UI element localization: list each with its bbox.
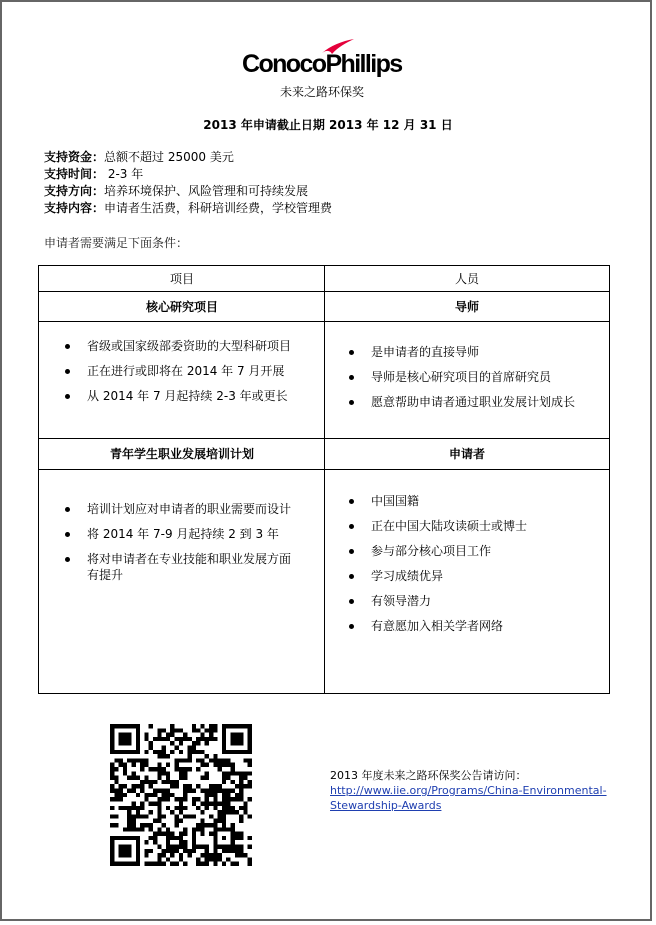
requirements-intro: 申请者需要满足下面条件： — [44, 236, 189, 250]
section-title-mentor: 导师 — [324, 291, 610, 322]
support-label: 支持时间： — [44, 167, 105, 181]
awards-link-line2: Stewardship-Awards — [330, 799, 442, 812]
list-item: 参与部分核心项目工作 — [347, 543, 609, 559]
support-label: 支持内容： — [44, 201, 105, 215]
list-item: 中国国籍 — [347, 493, 609, 509]
list-item: 培训计划应对申请者的职业需要而设计 — [63, 501, 293, 517]
support-funding — [44, 149, 332, 166]
list-item: 将 2014 年 7-9 月起持续 2 到 3 年 — [63, 526, 293, 542]
mentor-list — [347, 344, 609, 410]
table-header-project: 项目 — [38, 265, 325, 292]
support-label: 支持资金： — [44, 150, 105, 164]
support-label: 支持方向： — [44, 184, 105, 198]
support-direction — [44, 183, 332, 200]
support-value: 申请者生活费，科研培训经费，学校管理费 — [104, 201, 333, 215]
list-item: 学习成绩优异 — [347, 568, 609, 584]
list-item: 正在进行或即将在 2014 年 7 月开展 — [63, 363, 325, 379]
deadline-heading: 2013 年申请截止日期 2013 年 12 月 31 日 — [203, 118, 453, 132]
list-item: 愿意帮助申请者通过职业发展计划成长 — [347, 394, 609, 410]
list-item: 是申请者的直接导师 — [347, 344, 609, 360]
mentor-cell — [324, 321, 610, 439]
section-title-core-project: 核心研究项目 — [38, 291, 325, 322]
conocophillips-logo — [242, 38, 422, 98]
list-item: 省级或国家级部委资助的大型科研项目 — [63, 338, 325, 354]
announcement — [330, 768, 607, 813]
support-duration — [44, 166, 332, 183]
logo-wordmark: ConocoPhillips — [242, 50, 402, 78]
core-project-list — [63, 338, 325, 404]
list-item: 有意愿加入相关学者网络 — [347, 618, 609, 634]
list-item: 从 2014 年 7 月起持续 2-3 年或更长 — [63, 388, 325, 404]
applicant-cell — [324, 469, 610, 694]
applicant-list — [347, 493, 609, 634]
requirements-table — [38, 265, 610, 694]
list-item: 正在中国大陆攻读硕士或博士 — [347, 518, 609, 534]
training-plan-list — [63, 501, 293, 583]
section-title-training-plan: 青年学生职业发展培训计划 — [38, 438, 325, 470]
list-item: 有领导潜力 — [347, 593, 609, 609]
logo-tagline: 未来之路环保奖 — [280, 85, 365, 99]
training-plan-cell — [38, 469, 325, 694]
section-title-applicant: 申请者 — [324, 438, 610, 470]
qr-code-icon — [110, 724, 252, 866]
support-value: 培养环境保护、风险管理和可持续发展 — [104, 184, 309, 198]
support-value: 2-3 年 — [104, 167, 144, 181]
awards-link[interactable] — [330, 784, 607, 812]
announcement-text: 2013 年度未来之路环保奖公告请访问： — [330, 769, 527, 782]
core-project-cell — [38, 321, 325, 439]
list-item: 导师是核心研究项目的首席研究员 — [347, 369, 609, 385]
awards-link-line1: http://www.iie.org/Programs/China-Environmental- — [330, 784, 607, 797]
support-value: 总额不超过 25000 美元 — [104, 150, 234, 164]
support-content — [44, 200, 332, 217]
table-header-people: 人员 — [324, 265, 610, 292]
support-info — [44, 149, 332, 217]
list-item: 将对申请者在专业技能和职业发展方面有提升 — [63, 551, 293, 583]
